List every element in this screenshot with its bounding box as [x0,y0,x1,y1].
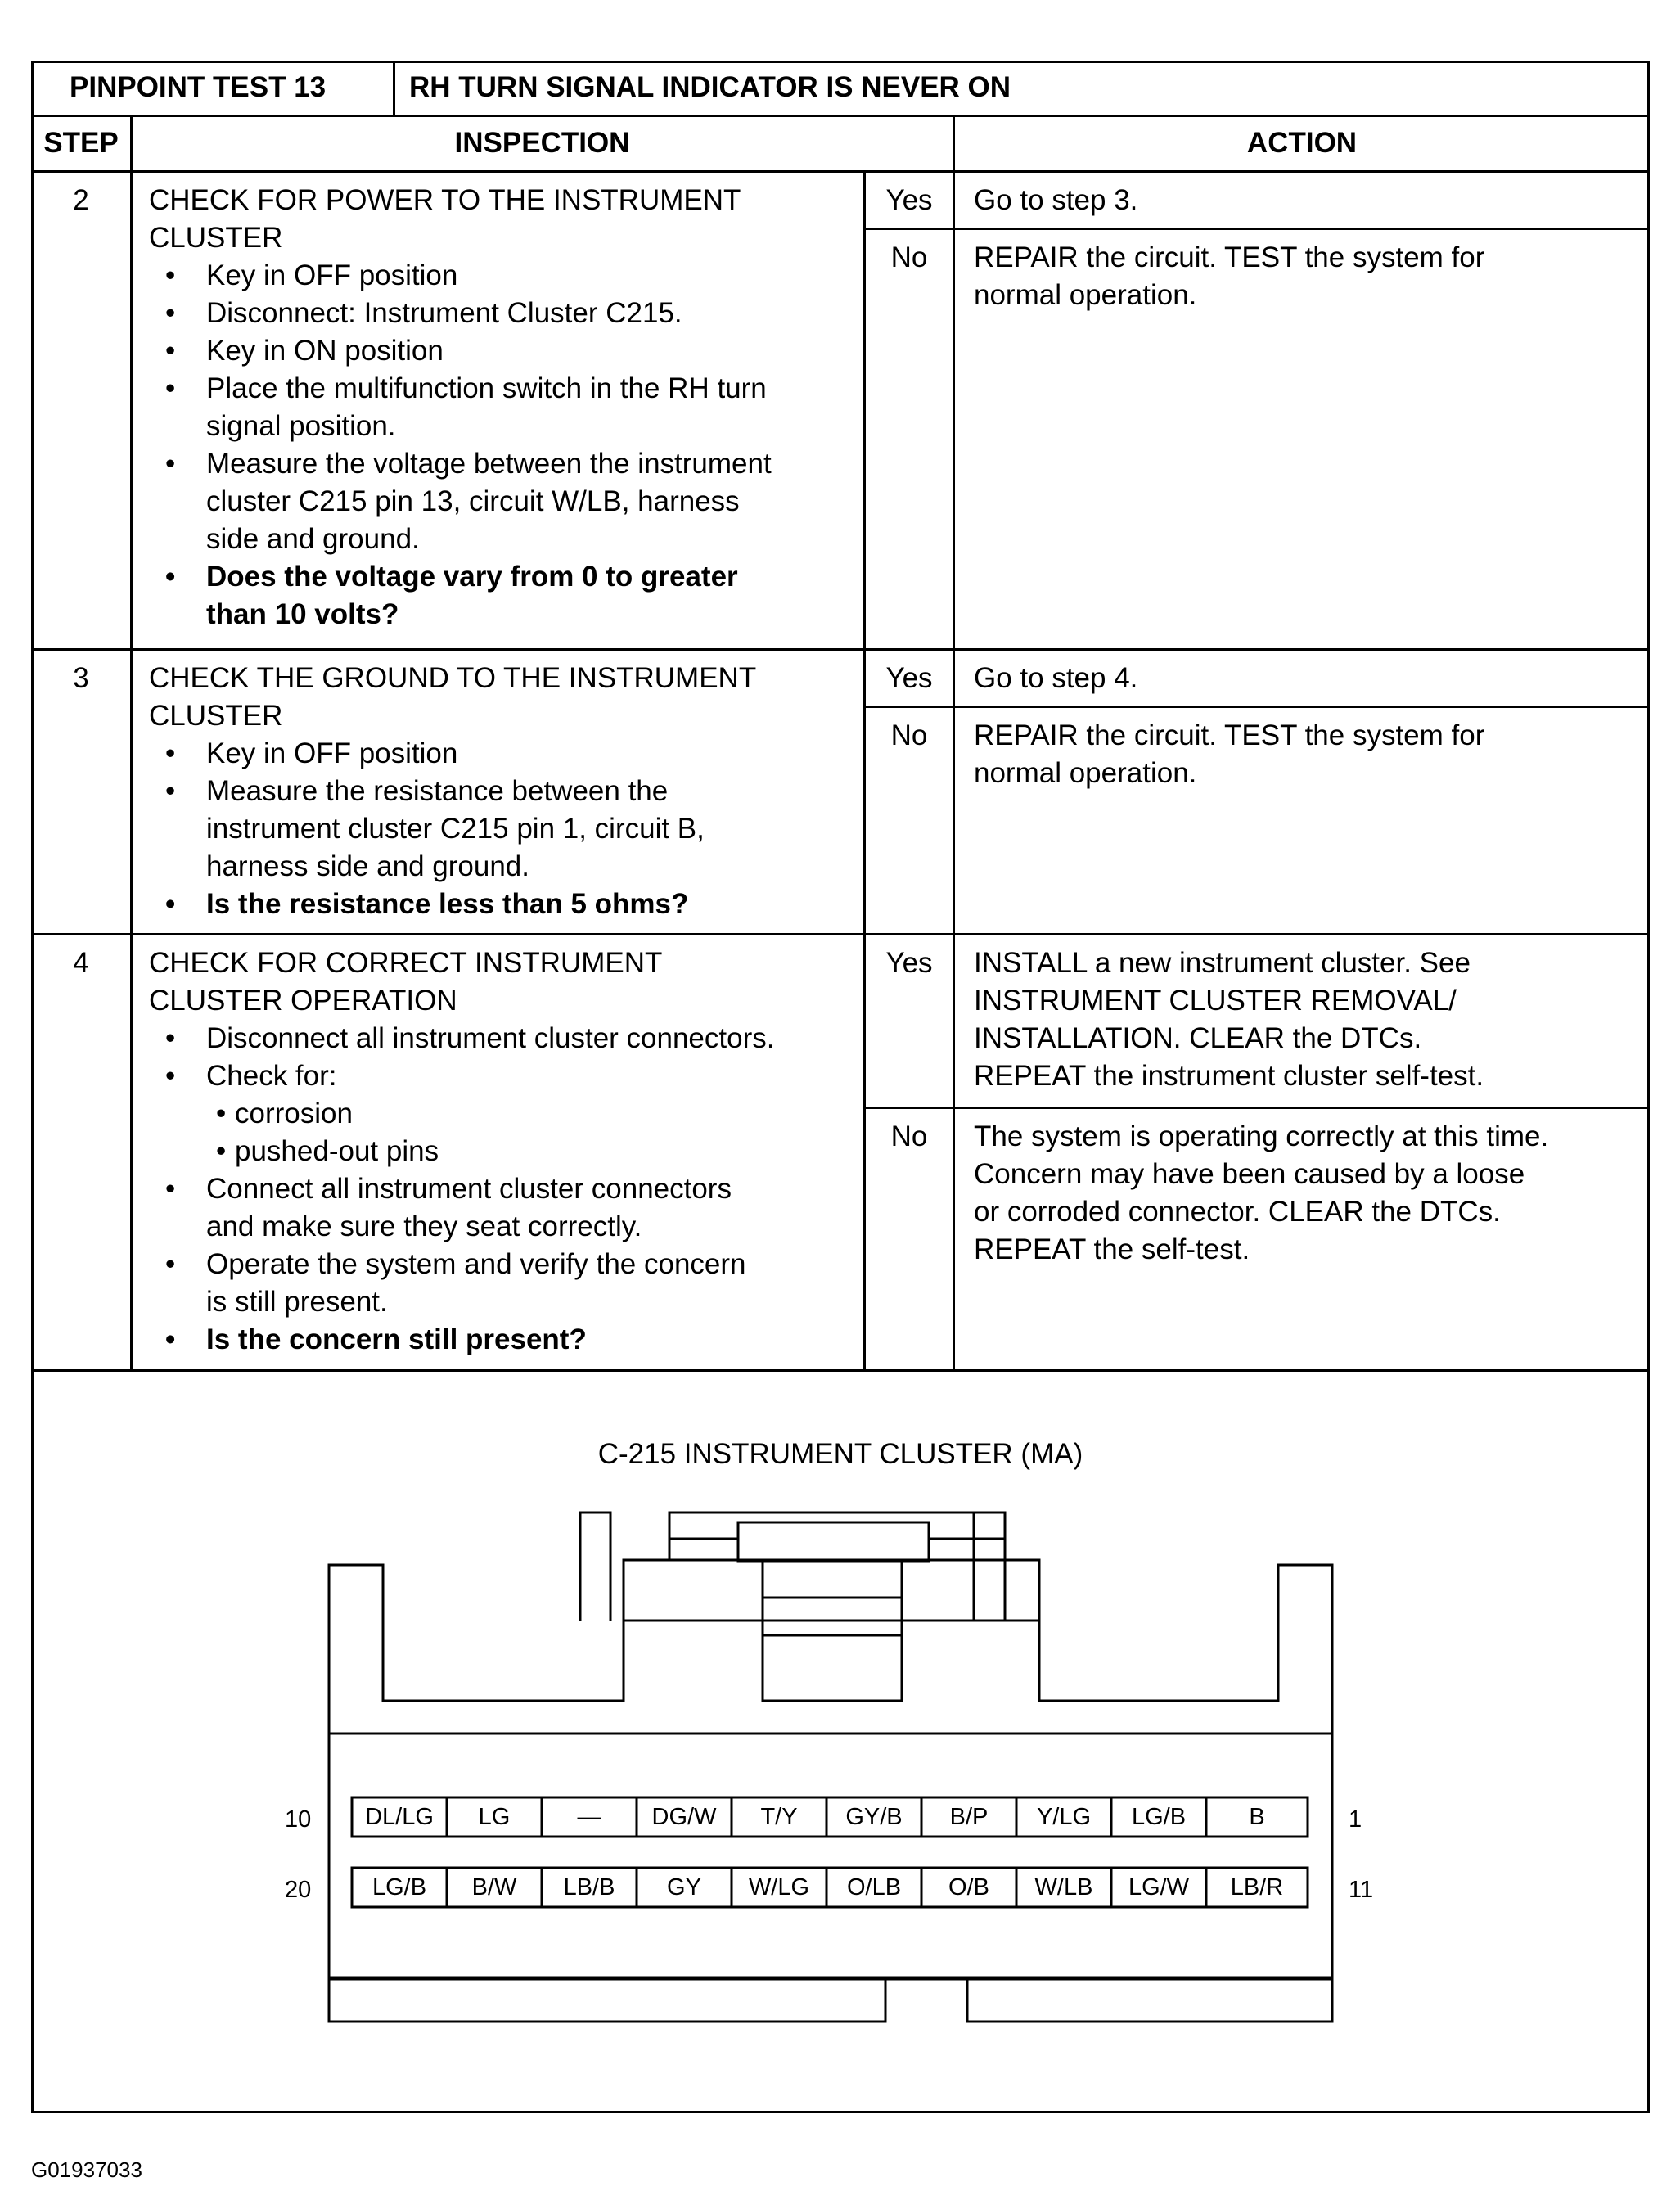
pin-cell: LG/B [372,1874,427,1900]
instruction-item: • Key in ON position [149,332,772,370]
yes-label: Yes [885,947,933,979]
step-number: 3 [73,662,89,694]
step-title: CHECK THE GROUND TO THE INSTRUMENT CLUSTER [149,662,757,732]
pin-number-label: 11 [1349,1877,1374,1903]
pin-cell: Y/LG [1036,1804,1092,1830]
no-action: REPAIR the circuit. TEST the system for normal operation. [974,241,1485,311]
instruction-item: • Place the multifunction switch in the RH turn signal position. [149,370,772,445]
step-title: CHECK FOR POWER TO THE INSTRUMENT CLUSTER [149,184,741,254]
step-title: CHECK FOR CORRECT INSTRUMENT CLUSTER OPERATION [149,947,663,1017]
test-label: PINPOINT TEST 13 [70,71,327,103]
instruction-item: • Key in OFF position [149,735,705,773]
column-header-step: STEP [43,127,119,159]
yes-action: Go to step 3. [974,184,1138,216]
pin-cell: O/B [948,1874,989,1900]
yes-label: Yes [885,662,933,694]
column-header-action: ACTION [1246,127,1358,159]
step-number: 4 [73,947,89,979]
pin-cell: W/LB [1034,1874,1093,1900]
yes-label: Yes [885,184,933,216]
pin-cell: GY/B [845,1804,903,1830]
pin-number-label: 20 [285,1877,312,1903]
pin-cell: B/P [949,1804,989,1830]
pin-cell: LG [478,1804,511,1830]
connector-title: C-215 INSTRUMENT CLUSTER (MA) [597,1438,1083,1470]
yes-action: INSTALL a new instrument cluster. See INSTRUMENT CLUSTER REMOVAL/ INSTALLATION. CLEAR the DTCs. REPEAT the instrument cluster self-test. [974,947,1484,1092]
no-label: No [890,241,928,273]
pin-cell: LG/B [1131,1804,1187,1830]
sub-instruction-item: • pushed-out pins [149,1133,774,1170]
step-question: • Is the concern still present? [149,1321,774,1359]
pin-cell: DG/W [651,1804,717,1830]
pin-cell: T/Y [760,1804,798,1830]
pin-cell: O/LB [846,1874,902,1900]
instruction-item: • Key in OFF position [149,257,772,295]
pin-cell: LB/R [1230,1874,1284,1900]
pin-cell: B [1249,1804,1265,1830]
step-number: 2 [73,184,89,216]
sub-instruction-item: • corrosion [149,1095,774,1133]
pin-cell: DL/LG [365,1804,434,1830]
instruction-item: • Measure the voltage between the instrument cluster C215 pin 13, circuit W/LB, harness side and ground. [149,445,772,558]
column-header-inspection: INSPECTION [454,127,630,159]
pin-cell: W/LG [748,1874,810,1900]
pin-cell: LB/B [563,1874,615,1900]
step-question: • Does the voltage vary from 0 to greater than 10 volts? [149,558,772,633]
instruction-item: • Operate the system and verify the concern is still present. [149,1246,774,1321]
pin-number-label: 1 [1349,1806,1362,1833]
step-question: • Is the resistance less than 5 ohms? [149,886,705,923]
no-label: No [890,719,928,751]
figure-code: G01937033 [31,2157,142,2182]
pin-cell: — [577,1804,601,1830]
instruction-item: • Disconnect all instrument cluster connectors. [149,1020,774,1057]
instruction-item: • Check for: [149,1057,774,1095]
pin-cell: GY [667,1874,701,1900]
no-label: No [890,1120,928,1152]
pin-cell: LG/W [1128,1874,1190,1900]
instruction-item: • Measure the resistance between the instrument cluster C215 pin 1, circuit B, harness side and ground. [149,773,705,886]
no-action: REPAIR the circuit. TEST the system for normal operation. [974,719,1485,789]
pin-number-label: 10 [285,1806,312,1833]
pin-cell: B/W [471,1874,517,1900]
test-title: RH TURN SIGNAL INDICATOR IS NEVER ON [409,71,1011,103]
instruction-item: • Connect all instrument cluster connectors and make sure they seat correctly. [149,1170,774,1246]
instruction-item: • Disconnect: Instrument Cluster C215. [149,295,772,332]
yes-action: Go to step 4. [974,662,1138,694]
no-action: The system is operating correctly at this time. Concern may have been caused by a loose or corroded connector. CLEAR the DTCs. REPEAT the self-test. [974,1120,1549,1265]
